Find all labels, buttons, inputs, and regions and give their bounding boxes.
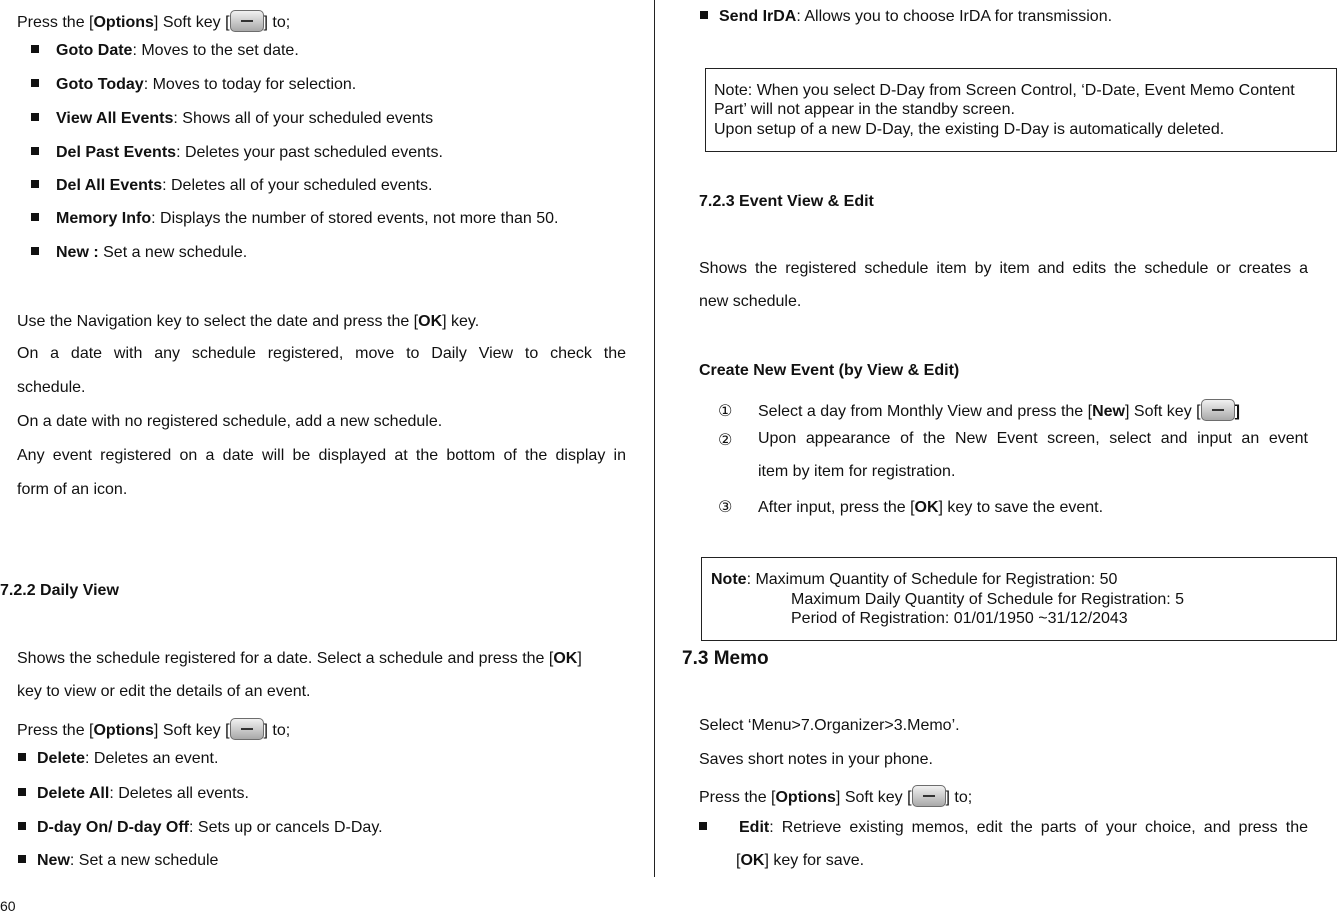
bullet-icon <box>700 11 708 19</box>
paragraph-line: Shows the registered schedule item by item and edits the schedule or creates a <box>699 260 1308 277</box>
note-line: Note: Maximum Quantity of Schedule for Registration: 50 <box>711 571 1118 588</box>
note-line: Period of Registration: 01/01/1950 ~31/12/2043 <box>791 610 1128 627</box>
step-item: ③ After input, press the [OK] key to save the event. <box>718 499 1104 516</box>
step-text: item by item for registration. <box>758 463 956 480</box>
page-number: 60 <box>0 898 16 914</box>
note-box-limits <box>701 557 1337 641</box>
section-heading-daily-view: 7.2.2 Daily View <box>0 582 119 599</box>
options-intro-3: Press the [Options] Soft key [ ] to; <box>699 785 972 807</box>
note-line: Upon setup of a new D-Day, the existing D-Day is automatically deleted. <box>714 121 1225 138</box>
note-line: Note: When you select D-Day from Screen Control, ‘D-Date, Event Memo Content <box>714 82 1295 99</box>
note-line: Part’ will not appear in the standby screen. <box>714 101 1015 118</box>
step-item: ② <box>718 432 733 449</box>
memo-text: Select ‘Menu>7.Organizer>3.Memo’. <box>699 717 960 734</box>
paragraph-line: Any event registered on a date will be displayed at the bottom of the display in <box>17 447 626 464</box>
list-item: Delete: Deletes an event. <box>18 750 218 768</box>
list-item: Del Past Events: Deletes your past scheduled events. <box>31 144 443 162</box>
bullet-icon <box>31 180 39 188</box>
list-item: View All Events: Shows all of your scheduled events <box>31 110 433 128</box>
create-event-heading: Create New Event (by View & Edit) <box>699 362 960 379</box>
bullet-icon <box>31 45 39 53</box>
list-item: Del All Events: Deletes all of your scheduled events. <box>31 177 432 195</box>
list-item: New: Set a new schedule <box>18 852 218 870</box>
edit-item-line: Edit: Retrieve existing memos, edit the parts of your choice, and press the <box>739 819 1308 836</box>
navigation-text: Use the Navigation key to select the date and press the [OK] key. <box>17 313 480 330</box>
daily-view-text: key to view or edit the details of an event. <box>17 683 311 700</box>
edit-item-line: [OK] key for save. <box>736 852 865 869</box>
bullet-icon <box>31 247 39 255</box>
daily-view-text: Shows the schedule registered for a date. Select a schedule and press the [OK] <box>17 650 582 667</box>
memo-text: Saves short notes in your phone. <box>699 751 933 768</box>
list-item: Delete All: Deletes all events. <box>18 785 249 803</box>
paragraph-line: On a date with any schedule registered, move to Daily View to check the <box>17 345 626 362</box>
paragraph-line: On a date with no registered schedule, add a new schedule. <box>17 413 443 430</box>
bullet-icon <box>699 822 707 830</box>
paragraph-line: new schedule. <box>699 293 802 310</box>
bullet-icon <box>18 788 26 796</box>
note-box-dday <box>705 68 1337 152</box>
list-item: Memory Info: Displays the number of stored events, not more than 50. <box>31 210 558 228</box>
step-text: Upon appearance of the New Event screen, select and input an event <box>758 430 1308 447</box>
list-item: Goto Today: Moves to today for selection. <box>31 76 356 94</box>
softkey-icon <box>1201 399 1235 421</box>
note-line: Maximum Daily Quantity of Schedule for Registration: 5 <box>791 591 1185 608</box>
softkey-icon <box>230 718 264 740</box>
section-heading-event-view: 7.2.3 Event View & Edit <box>699 193 874 210</box>
softkey-icon <box>912 785 946 807</box>
paragraph-line: form of an icon. <box>17 481 128 498</box>
bullet-icon <box>18 822 26 830</box>
list-item: Send IrDA: Allows you to choose IrDA for transmission. <box>700 8 1112 26</box>
bullet-icon <box>31 213 39 221</box>
bullet-icon <box>31 147 39 155</box>
list-item: Goto Date: Moves to the set date. <box>31 42 299 60</box>
list-item: New : Set a new schedule. <box>31 244 247 262</box>
bullet-icon <box>31 79 39 87</box>
options-intro-1: Press the [Options] Soft key [ ] to; <box>17 10 290 32</box>
bullet-icon <box>18 753 26 761</box>
paragraph-line: schedule. <box>17 379 86 396</box>
softkey-icon <box>230 10 264 32</box>
step-item: ① Select a day from Monthly View and press the [New] Soft key [ ] <box>718 399 1240 421</box>
bullet-icon <box>31 113 39 121</box>
section-heading-memo: 7.3 Memo <box>682 648 769 669</box>
list-item: D-day On/ D-day Off: Sets up or cancels D-Day. <box>18 819 383 837</box>
options-intro-2: Press the [Options] Soft key [ ] to; <box>17 718 290 740</box>
list-item <box>699 819 707 837</box>
bullet-icon <box>18 855 26 863</box>
column-divider <box>654 0 655 877</box>
